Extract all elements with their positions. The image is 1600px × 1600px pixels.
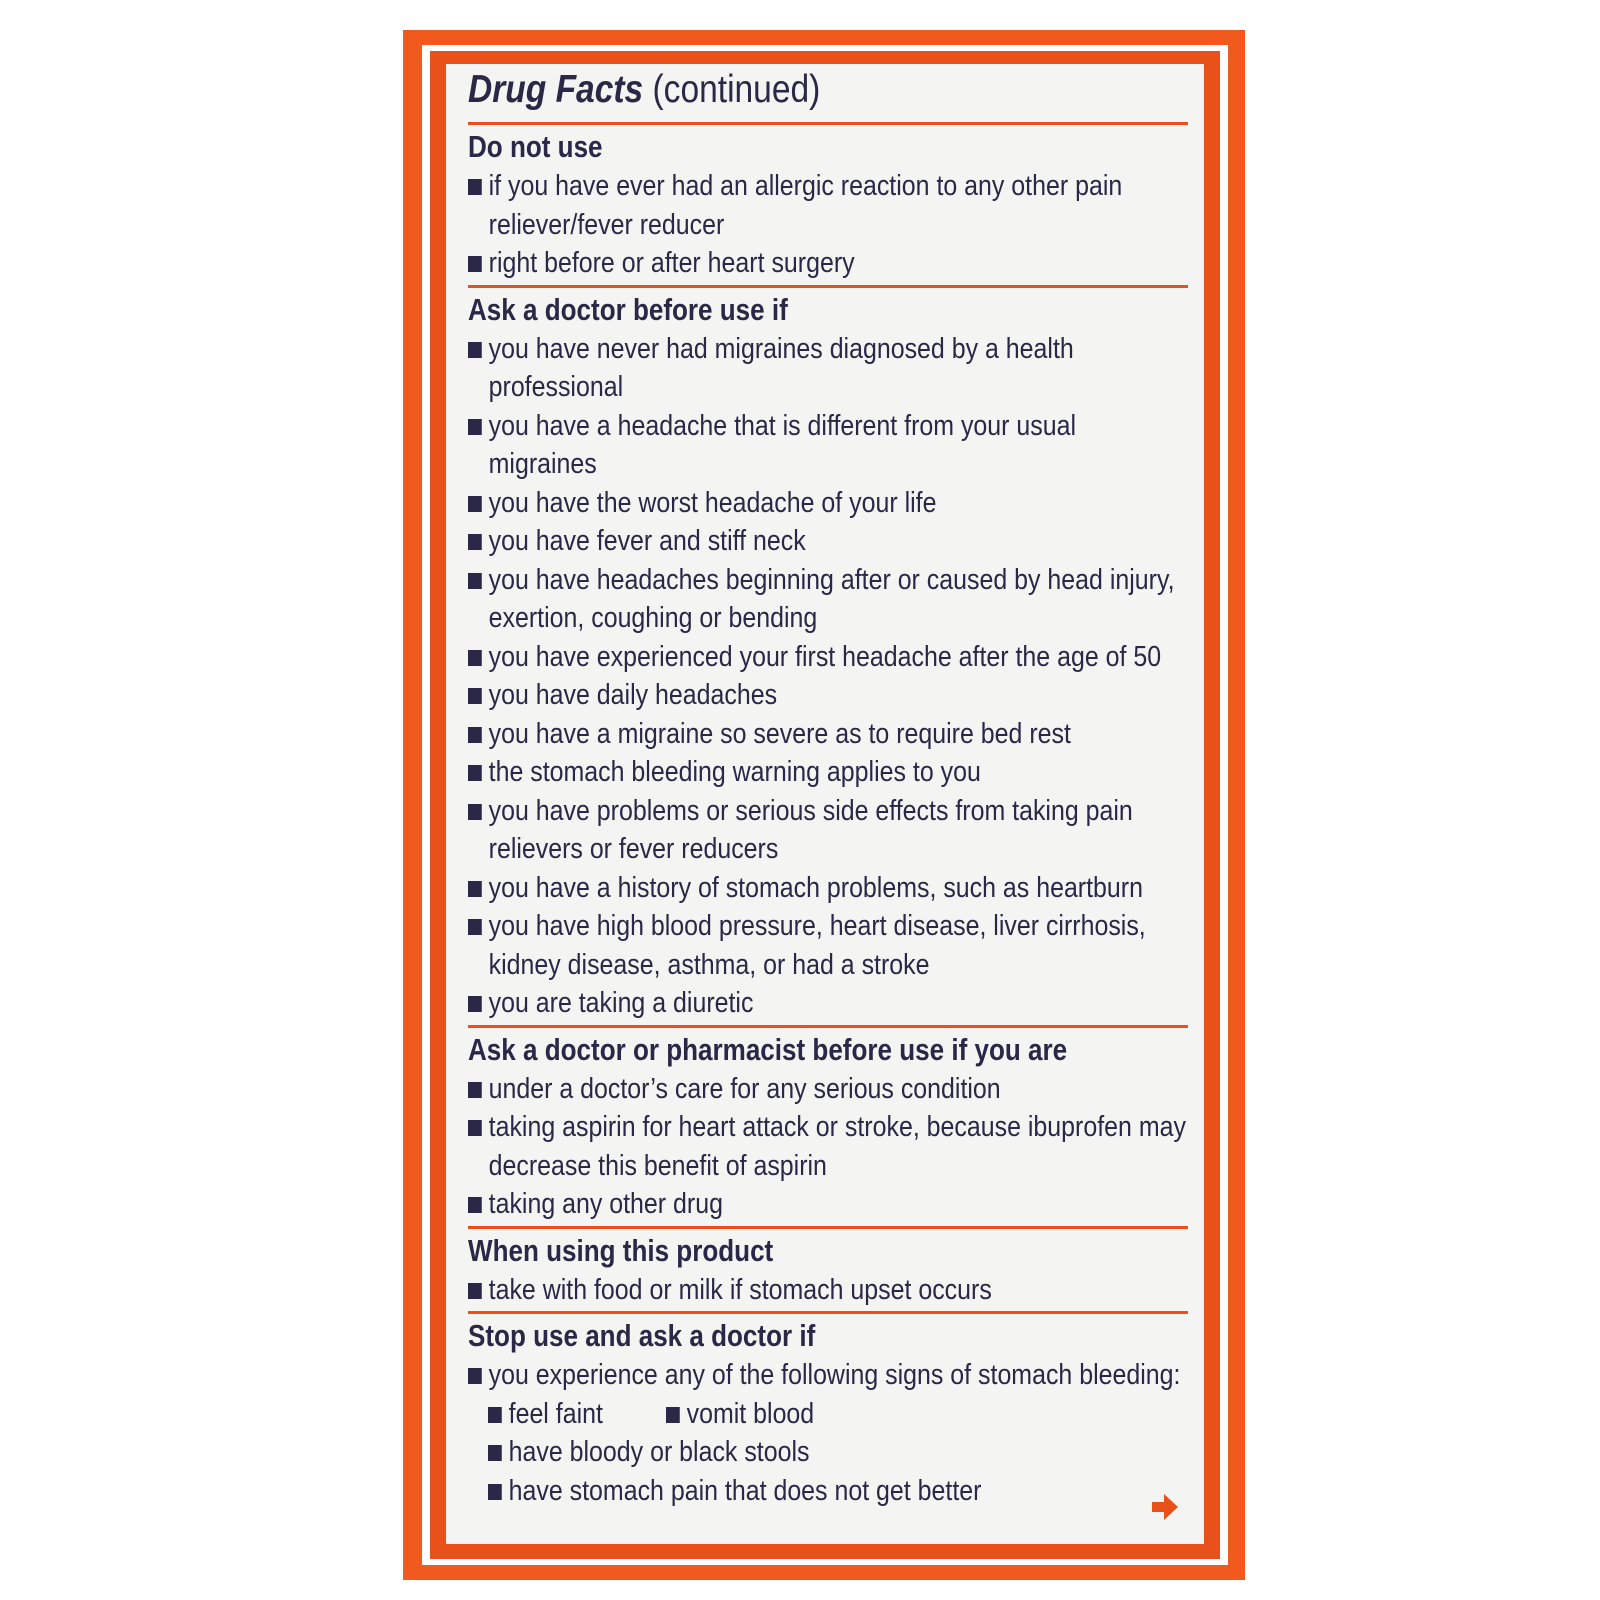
- list-item: you have never had migraines diagnosed by a health professional: [468, 330, 1187, 407]
- section-ask-pharmacist-heading: Ask a doctor or pharmacist before use if you are: [468, 1031, 1068, 1067]
- list-item: you have headaches beginning after or caused by head injury, exertion, coughing or bending: [468, 561, 1187, 638]
- section-do-not-use-list: [468, 167, 1188, 283]
- list-item: taking aspirin for heart attack or stroke, because ibuprofen may decrease this benefit of aspirin: [468, 1108, 1187, 1185]
- section-when-using-heading: When using this product: [468, 1232, 774, 1268]
- bullet-square-icon: [468, 727, 482, 743]
- bullet-square-icon: [468, 534, 482, 550]
- list-item: you have high blood pressure, heart disease, liver cirrhosis, kidney disease, asthma, or had a stroke: [468, 907, 1187, 984]
- bullet-square-icon: [468, 1120, 482, 1136]
- section-divider: [468, 1025, 1188, 1028]
- bullet-square-icon: [468, 919, 482, 935]
- list-item: right before or after heart surgery: [468, 244, 1187, 283]
- bullet-square-icon: [468, 1082, 482, 1098]
- section-divider: [468, 122, 1188, 125]
- title-drug-facts: Drug Facts: [468, 68, 644, 111]
- bullet-square-icon: [468, 1197, 482, 1213]
- sub-list-item: vomit blood: [666, 1395, 814, 1434]
- list-item: you have daily headaches: [468, 676, 1187, 715]
- bullet-square-icon: [488, 1407, 502, 1423]
- arrow-right-icon: [1150, 1492, 1180, 1522]
- stomach-bleeding-signs-row: [468, 1395, 1188, 1434]
- bullet-square-icon: [468, 1368, 482, 1384]
- bullet-square-icon: [468, 179, 482, 195]
- list-item: if you have ever had an allergic reaction to any other pain reliever/fever reducer: [468, 167, 1187, 244]
- list-item: you have a headache that is different from your usual migraines: [468, 407, 1187, 484]
- list-item: you have fever and stiff neck: [468, 522, 1187, 561]
- section-divider: [468, 285, 1188, 288]
- bullet-square-icon: [468, 1283, 482, 1299]
- bullet-square-icon: [468, 804, 482, 820]
- bullet-square-icon: [468, 688, 482, 704]
- bullet-square-icon: [468, 881, 482, 897]
- bullet-square-icon: [468, 342, 482, 358]
- list-item: you have a migraine so severe as to require bed rest: [468, 715, 1187, 754]
- sub-list-item: have bloody or black stools: [488, 1433, 809, 1472]
- section-ask-doctor-heading: Ask a doctor before use if: [468, 291, 788, 327]
- bullet-square-icon: [468, 765, 482, 781]
- page-title: [468, 62, 1087, 120]
- bullet-square-icon: [468, 496, 482, 512]
- list-item: the stomach bleeding warning applies to you: [468, 753, 1187, 792]
- section-stop-use-list: [468, 1356, 1188, 1395]
- bullet-square-icon: [468, 996, 482, 1012]
- list-item: taking any other drug: [468, 1185, 1187, 1224]
- bullet-square-icon: [488, 1484, 502, 1500]
- list-item: under a doctor’s care for any serious condition: [468, 1070, 1187, 1109]
- list-item: you are taking a diuretic: [468, 984, 1187, 1023]
- section-stop-use-heading: Stop use and ask a doctor if: [468, 1318, 816, 1353]
- sub-list-item: feel faint: [488, 1395, 603, 1434]
- stomach-bleeding-signs-row: [468, 1472, 1188, 1511]
- section-when-using-list: [468, 1271, 1188, 1310]
- section-ask-pharmacist-list: [468, 1070, 1188, 1224]
- bullet-square-icon: [468, 650, 482, 666]
- bullet-square-icon: [488, 1445, 502, 1461]
- section-divider: [468, 1226, 1188, 1229]
- list-item: you have experienced your first headache after the age of 50: [468, 638, 1187, 677]
- list-item: you have problems or serious side effects from taking pain relievers or fever reducers: [468, 792, 1187, 869]
- sub-list-item: have stomach pain that does not get better: [488, 1472, 981, 1511]
- bullet-square-icon: [666, 1407, 680, 1423]
- title-continued: (continued): [652, 68, 821, 111]
- list-item: you have a history of stomach problems, such as heartburn: [468, 869, 1187, 908]
- section-divider: [468, 1311, 1188, 1314]
- bullet-square-icon: [468, 573, 482, 589]
- drug-facts-content: [468, 62, 1188, 1510]
- list-item: you experience any of the following signs of stomach bleeding:: [468, 1356, 1187, 1395]
- list-item: you have the worst headache of your life: [468, 484, 1187, 523]
- bullet-square-icon: [468, 419, 482, 435]
- list-item: take with food or milk if stomach upset occurs: [468, 1271, 1187, 1310]
- bullet-square-icon: [468, 256, 482, 272]
- stomach-bleeding-signs-row: [468, 1433, 1188, 1472]
- section-ask-doctor-list: [468, 330, 1188, 1023]
- section-do-not-use-heading: Do not use: [468, 129, 603, 164]
